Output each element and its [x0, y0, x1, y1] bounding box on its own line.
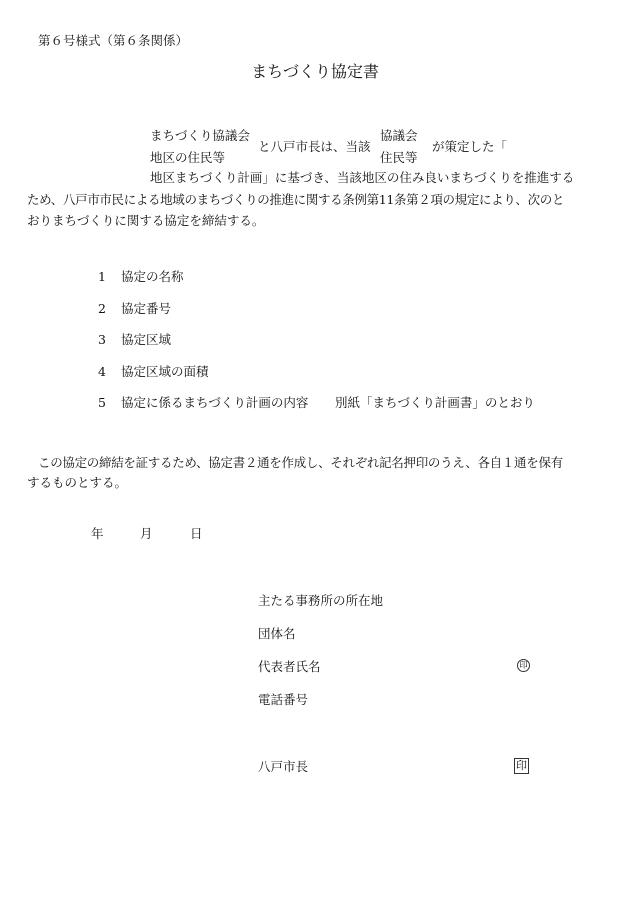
intro-line-5: おりまちづくりに関する協定を締結する。	[27, 213, 265, 228]
option-residents-short: 住民等	[380, 150, 418, 165]
option-council: まちづくり協議会	[150, 128, 250, 143]
item-number: 1	[98, 269, 106, 284]
item-label: 協定の名称	[121, 269, 184, 284]
item-label: 協定区域	[121, 332, 172, 347]
intro-end-text: が策定した「	[432, 139, 508, 154]
item-number: 2	[98, 301, 106, 316]
date-month: 月	[140, 526, 153, 541]
mayor-seal-mark: 印	[516, 759, 527, 772]
item-label: 協定番号	[121, 301, 172, 316]
intro-line-3: 地区まちづくり計画」に基づき、当該地区の住み良いまちづくりを推進する	[150, 170, 575, 185]
item-label: 協定区域の面積	[121, 364, 209, 379]
date-day: 日	[190, 526, 203, 541]
organization-label: 団体名	[258, 626, 296, 641]
closing-line-2: するものとする。	[27, 475, 128, 490]
intro-mid-text: と八戸市長は、当該	[258, 139, 371, 154]
closing-line-1: この協定の締結を証するため、協定書２通を作成し、それぞれ記名押印のうえ、各自１通を保有	[38, 455, 563, 470]
mayor-label: 八戸市長	[258, 759, 309, 774]
phone-label: 電話番号	[258, 692, 309, 707]
option-council-short: 協議会	[380, 128, 418, 143]
option-residents: 地区の住民等	[150, 150, 226, 165]
date-year: 年	[91, 526, 104, 541]
item-number: 3	[98, 332, 106, 347]
item-number: 5	[98, 395, 106, 410]
item-label: 協定に係るまちづくり計画の内容	[121, 395, 309, 410]
representative-seal-mark: 印	[517, 659, 530, 672]
address-label: 主たる事務所の所在地	[258, 593, 384, 608]
item-value: 別紙「まちづくり計画書」のとおり	[335, 395, 535, 410]
document-title: まちづくり協定書	[251, 62, 379, 81]
item-number: 4	[98, 364, 106, 379]
intro-line-4: ため、八戸市市民による地域のまちづくりの推進に関する条例第11条第２項の規定により、次のと	[27, 192, 565, 207]
representative-label: 代表者氏名	[258, 659, 321, 674]
form-number: 第６号様式（第６条関係）	[38, 33, 189, 48]
